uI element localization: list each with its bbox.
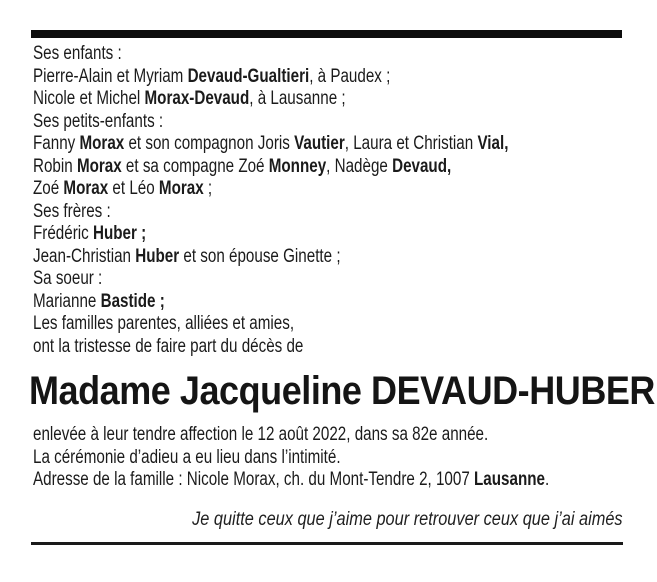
text-segment: Frédéric (33, 223, 93, 244)
text-segment: , à Paudex ; (309, 65, 391, 87)
family-line (33, 156, 508, 179)
name-segment: Vial, (477, 133, 509, 154)
family-line (33, 88, 508, 111)
family-line (33, 246, 508, 269)
deceased-name-title: Madame Jacqueline DEVAUD-HUBER (29, 369, 655, 413)
text-segment: Ses enfants : (33, 43, 122, 64)
epitaph-quote: Je quitte ceux que j’aime pour retrouver ceux que j’ai aimés (192, 509, 623, 530)
text-segment: enlevée à leur tendre affection le 12 août 2022, dans sa 82e année. (33, 424, 489, 445)
family-line (33, 268, 508, 291)
text-segment: ; (203, 178, 213, 199)
name-segment: Morax (76, 155, 122, 177)
family-line (33, 313, 508, 336)
text-segment: Sa soeur : (33, 268, 103, 289)
family-line (33, 178, 508, 201)
family-list (33, 43, 508, 358)
text-segment: Fanny (33, 133, 80, 154)
text-segment: et son compagnon Joris (124, 133, 295, 154)
family-line (33, 66, 508, 89)
text-segment: Pierre-Alain et Myriam (33, 65, 188, 87)
detail-line (33, 447, 549, 470)
text-segment: Ses petits-enfants : (33, 110, 164, 132)
text-segment: . (544, 469, 550, 490)
name-segment: Vautier (294, 133, 345, 154)
text-segment: Les familles parentes, alliées et amies, (33, 313, 295, 334)
text-segment: , à Lausanne ; (249, 88, 346, 109)
text-segment: , Laura et Christian (344, 133, 478, 154)
name-segment: Lausanne (474, 469, 545, 490)
name-segment: Morax-Devaud (144, 88, 250, 109)
family-line (33, 223, 508, 246)
name-segment: Devaud, (392, 155, 452, 177)
name-segment: Bastide ; (100, 290, 165, 312)
text-segment: Adresse de la famille : Nicole Morax, ch. du Mont-Tendre 2, 1007 (33, 469, 475, 490)
name-segment: Devaud-Gualtieri (187, 65, 310, 87)
name-segment: Morax (63, 178, 109, 199)
text-segment: La cérémonie d’adieu a eu lieu dans l’intimité. (33, 446, 341, 468)
text-segment: Robin (33, 155, 77, 177)
text-segment: Nicole et Michel (33, 88, 145, 109)
name-segment: Morax (79, 133, 125, 154)
text-segment: et Léo (108, 178, 159, 199)
family-line (33, 291, 508, 314)
notice-details (33, 424, 549, 492)
text-segment: Jean-Christian (33, 245, 136, 267)
top-rule (31, 30, 622, 38)
name-segment: Huber (135, 245, 180, 267)
detail-line (33, 469, 549, 492)
family-line (33, 133, 508, 156)
text-segment: Ses frères : (33, 200, 111, 222)
detail-line (33, 424, 549, 447)
family-line (33, 336, 508, 359)
name-segment: Huber ; (92, 223, 147, 244)
family-line (33, 111, 508, 134)
text-segment: ont la tristesse de faire part du décès de (33, 335, 304, 357)
text-segment: et son épouse Ginette ; (179, 245, 341, 267)
name-segment: Morax (158, 178, 204, 199)
text-segment: Marianne (33, 290, 101, 312)
text-segment: , Nadège (326, 155, 393, 177)
text-segment: Zoé (33, 178, 64, 199)
bottom-rule (31, 542, 623, 545)
family-line (33, 201, 508, 224)
family-line (33, 43, 508, 66)
name-segment: Monney (268, 155, 327, 177)
text-segment: et sa compagne Zoé (121, 155, 269, 177)
